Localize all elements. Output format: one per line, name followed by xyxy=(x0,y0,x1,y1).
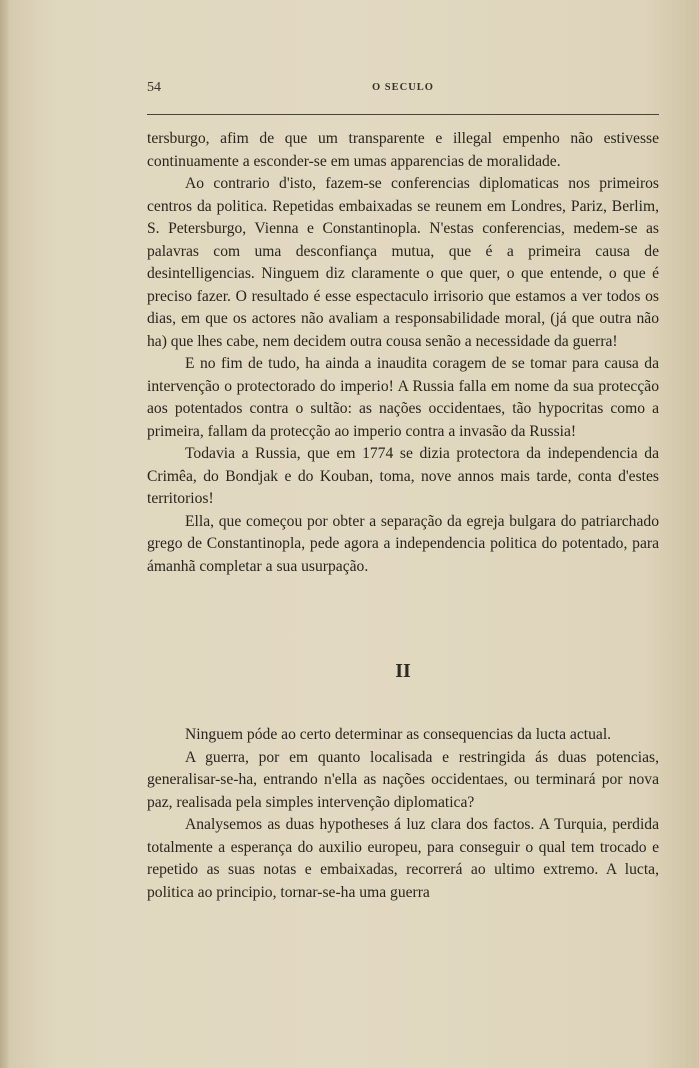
running-title: O SECULO xyxy=(372,82,434,93)
paragraph: Ao contrario d'isto, fazem-se conferencias diplomaticas nos primeiros centros da politica. Repetidas embaixadas se reunem em Londres, Pariz, Berlim, S. Petersburgo, Vienna e Constantinopla. N'estas conferencias, medem-se as palavras com uma desconfiança mutua, que é a primeira causa de desintelligencias. Ninguem diz claramente o que quer, o que entende, o que é preciso fazer. O resultado é esse espectaculo irrisorio que estamos a ver todos os dias, em que os actores não avaliam a responsabilidade moral, (já que outra não ha) que lhes cabe, nem decidem outra cousa senão a necessidade da guerra! xyxy=(147,175,659,350)
page-edge-shadow xyxy=(0,0,10,1068)
header-rule xyxy=(147,114,659,115)
page-header xyxy=(147,80,659,100)
paragraph: Analysemos as duas hypotheses á luz clara dos factos. A Turquia, perdida totalmente a esperança do auxilio europeu, para conseguir o qual tem trocado e repetido as suas notas e embaixadas, recorrerá ao ultimo extremo. A lucta, politica ao principio, tornar-se-ha uma guerra xyxy=(147,816,659,901)
paragraph: Ella, que começou por obter a separação da egreja bulgara do patriarchado grego de Constantinopla, pede agora a independencia politica do potentado, para ámanhã completar a sua usurpação. xyxy=(147,512,659,575)
section-one-text xyxy=(147,128,659,578)
section-heading: II xyxy=(395,660,411,682)
paragraph-continuation: tersburgo, afim de que um transparente e illegal empenho não estivesse continuamente a esconder-se em umas apparencias de moralidade. xyxy=(147,130,659,170)
paragraph: Todavia a Russia, que em 1774 se dizia protectora da independencia da Crimêa, do Bondjak e do Kouban, toma, nove annos mais tarde, conta d'estes territorios! xyxy=(147,445,659,507)
page-number: 54 xyxy=(147,80,161,95)
paragraph: A guerra, por em quanto localisada e restringida ás duas potencias, generalisar-se-ha, entrando n'ella as nações occidentaes, ou terminará por nova paz, realisada pela simples intervenção diplomatica? xyxy=(147,748,659,811)
section-two-text xyxy=(147,724,659,904)
paragraph: E no fim de tudo, ha ainda a inaudita coragem de se tomar para causa da intervenção o protectorado do imperio! A Russia falla em nome da sua protecção aos potentados contra o sultão: as nações occidentaes, tão hypocritas como a primeira, fallam da protecção ao imperio contra a invasão da Russia! xyxy=(147,355,659,440)
paragraph: Ninguem póde ao certo determinar as consequencias da lucta actual. xyxy=(185,726,612,743)
